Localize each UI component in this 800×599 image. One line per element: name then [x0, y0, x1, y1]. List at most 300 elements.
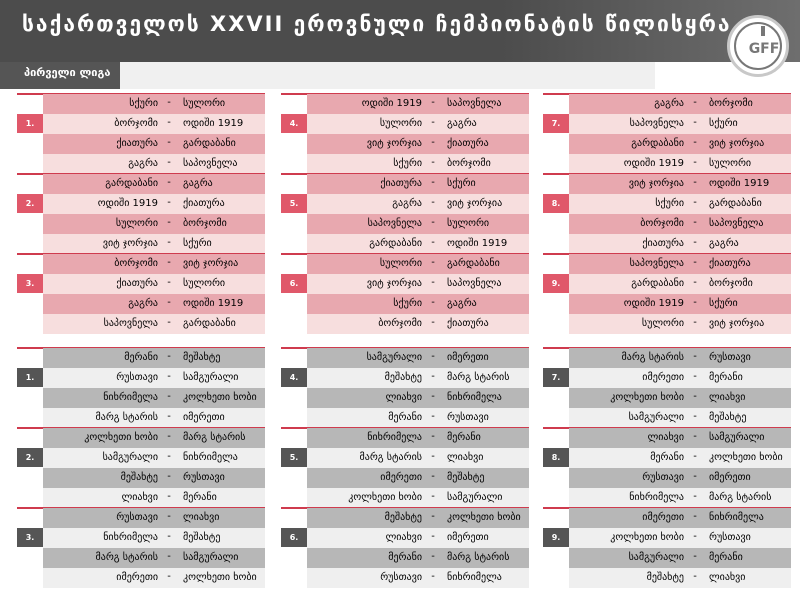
match-row: [43, 94, 265, 114]
home-team: ბორჯომი: [378, 318, 422, 329]
match-separator: -: [167, 451, 171, 462]
home-team: ბორჯომი: [114, 258, 158, 269]
match-row: [569, 408, 791, 428]
match-row: [307, 348, 529, 368]
home-team: ნიხრიმელა: [103, 392, 158, 403]
away-team: მარგ სტარის: [183, 432, 246, 443]
match-row: [307, 234, 529, 254]
match-row: [569, 548, 791, 568]
home-team: ვიტ ჯორჯია: [628, 178, 684, 189]
away-team: იმერეთი: [447, 532, 489, 543]
home-team: გაგრა: [128, 298, 158, 309]
page-title: საქართველოს XXVII ეროვნული ჩემპიონატის წილისყრა: [22, 12, 732, 36]
group_a-round-9: [543, 254, 798, 334]
match-row: [307, 254, 529, 274]
home-team: გარდაბანი: [369, 238, 422, 249]
away-team: სულორი: [447, 218, 490, 229]
match-separator: -: [167, 531, 171, 542]
away-team: რუსთავი: [709, 532, 751, 543]
away-team: საპოვნელა: [447, 98, 502, 109]
match-row: [43, 194, 265, 214]
away-team: ნიხრიმელა: [709, 512, 764, 523]
home-team: საპოვნელა: [367, 218, 422, 229]
away-team: ბორჯომი: [447, 158, 491, 169]
away-team: სამგურალი: [183, 372, 239, 383]
home-team: ლიახვი: [647, 432, 684, 443]
match-separator: -: [693, 351, 697, 362]
match-separator: -: [431, 411, 435, 422]
match-separator: -: [693, 531, 697, 542]
away-team: კოლხეთი ხობი: [709, 452, 783, 463]
away-team: ქიათურა: [447, 318, 489, 329]
match-row: [569, 94, 791, 114]
match-row: [569, 428, 791, 448]
away-team: გაგრა: [447, 118, 477, 129]
match-separator: -: [167, 511, 171, 522]
match-row: [307, 568, 529, 588]
match-row: [307, 388, 529, 408]
round-number: 9.: [543, 528, 569, 547]
round-number: 5.: [281, 448, 307, 467]
group_a-round-6: [281, 254, 536, 334]
away-team: ლიახვი: [447, 452, 484, 463]
match-row: [307, 368, 529, 388]
round-number: 8.: [543, 194, 569, 213]
match-row: [43, 314, 265, 334]
match-separator: -: [693, 97, 697, 108]
away-team: გაგრა: [709, 238, 739, 249]
home-team: რუსთავი: [116, 512, 158, 523]
match-separator: -: [693, 451, 697, 462]
home-team: იმერეთი: [116, 572, 158, 583]
match-row: [43, 368, 265, 388]
match-separator: -: [693, 297, 697, 308]
match-separator: -: [431, 491, 435, 502]
match-separator: -: [693, 137, 697, 148]
home-team: მეშახტე: [384, 512, 422, 523]
match-row: [569, 314, 791, 334]
match-separator: -: [167, 117, 171, 128]
header-bar: [0, 0, 800, 62]
group_a-round-2: [17, 174, 272, 254]
away-team: ნიხრიმელა: [183, 452, 238, 463]
home-team: სულორი: [379, 258, 422, 269]
match-row: [307, 548, 529, 568]
match-row: [307, 488, 529, 508]
match-separator: -: [431, 177, 435, 188]
home-team: რუსთავი: [642, 472, 684, 483]
home-team: მეშახტე: [384, 372, 422, 383]
away-team: სქური: [709, 118, 738, 129]
away-team: ლიახვი: [183, 512, 220, 523]
group_b-round-6: [281, 508, 536, 588]
home-team: ვიტ ჯორჯია: [366, 278, 422, 289]
round-number: 3.: [17, 528, 43, 547]
home-team: ლიახვი: [385, 532, 422, 543]
home-team: ქიათურა: [380, 178, 422, 189]
match-separator: -: [431, 217, 435, 228]
home-team: კოლხეთი ხობი: [610, 392, 684, 403]
logo-ring: [734, 22, 782, 70]
match-row: [569, 488, 791, 508]
match-row: [569, 194, 791, 214]
match-separator: -: [431, 471, 435, 482]
away-team: მარგ სტარის: [447, 552, 510, 563]
home-team: სქური: [129, 98, 158, 109]
match-separator: -: [693, 391, 697, 402]
away-team: საპოვნელა: [709, 218, 764, 229]
group_a-round-4: [281, 94, 536, 174]
round-number: 8.: [543, 448, 569, 467]
group_b-round-3: [17, 508, 272, 588]
away-team: რუსთავი: [709, 352, 751, 363]
match-separator: -: [693, 217, 697, 228]
match-separator: -: [431, 197, 435, 208]
home-team: ნიხრიმელა: [103, 532, 158, 543]
away-team: სულორი: [709, 158, 752, 169]
round-number: 7.: [543, 114, 569, 133]
home-team: გაგრა: [654, 98, 684, 109]
match-separator: -: [693, 371, 697, 382]
match-row: [43, 214, 265, 234]
match-separator: -: [431, 431, 435, 442]
match-row: [307, 114, 529, 134]
match-row: [43, 114, 265, 134]
away-team: მერანი: [447, 432, 481, 443]
match-separator: -: [431, 391, 435, 402]
home-team: მარგ სტარის: [359, 452, 422, 463]
home-team: სამგურალი: [102, 452, 158, 463]
round-number: 6.: [281, 274, 307, 293]
round-number: 5.: [281, 194, 307, 213]
match-separator: -: [167, 157, 171, 168]
match-separator: -: [431, 157, 435, 168]
home-team: საპოვნელა: [629, 258, 684, 269]
match-row: [307, 194, 529, 214]
round-number: 1.: [17, 368, 43, 387]
home-team: ქიათურა: [116, 278, 158, 289]
match-separator: -: [431, 451, 435, 462]
away-team: საპოვნელა: [183, 158, 238, 169]
match-separator: -: [431, 511, 435, 522]
home-team: გაგრა: [128, 158, 158, 169]
away-team: კოლხეთი ხობი: [183, 572, 257, 583]
match-separator: -: [167, 491, 171, 502]
match-separator: -: [167, 391, 171, 402]
away-team: მარგ სტარის: [709, 492, 772, 503]
home-team: ბორჯომი: [640, 218, 684, 229]
match-row: [569, 174, 791, 194]
home-team: მერანი: [388, 412, 422, 423]
group_b-round-1: [17, 348, 272, 428]
match-row: [307, 408, 529, 428]
away-team: რუსთავი: [447, 412, 489, 423]
match-row: [307, 294, 529, 314]
away-team: ქიათურა: [447, 138, 489, 149]
away-team: იმერეთი: [709, 472, 751, 483]
group_b-round-4: [281, 348, 536, 428]
away-team: სამგურალი: [447, 492, 503, 503]
match-separator: -: [431, 277, 435, 288]
match-separator: -: [431, 551, 435, 562]
away-team: ოდიში 1919: [183, 118, 244, 129]
away-team: ვიტ ჯორჯია: [709, 318, 765, 329]
home-team: საპოვნელა: [103, 318, 158, 329]
match-row: [43, 154, 265, 174]
match-row: [43, 508, 265, 528]
match-separator: -: [431, 297, 435, 308]
away-team: რუსთავი: [183, 472, 225, 483]
away-team: გაგრა: [183, 178, 213, 189]
home-team: კოლხეთი ხობი: [610, 532, 684, 543]
group_a-round-1: [17, 94, 272, 174]
away-team: სქური: [183, 238, 212, 249]
away-team: ბორჯომი: [183, 218, 227, 229]
away-team: სამგურალი: [709, 432, 765, 443]
home-team: ოდიში 1919: [361, 98, 422, 109]
match-separator: -: [693, 511, 697, 522]
gff-logo: [727, 15, 789, 77]
home-team: კოლხეთი ხობი: [348, 492, 422, 503]
away-team: მეშახტე: [447, 472, 485, 483]
match-separator: -: [693, 471, 697, 482]
home-team: მარგ სტარის: [621, 352, 684, 363]
match-row: [569, 214, 791, 234]
match-row: [307, 274, 529, 294]
away-team: იმერეთი: [447, 352, 489, 363]
match-row: [569, 528, 791, 548]
match-row: [307, 134, 529, 154]
away-team: მერანი: [183, 492, 217, 503]
away-team: გარდაბანი: [709, 198, 762, 209]
match-row: [307, 508, 529, 528]
round-number: 2.: [17, 194, 43, 213]
match-row: [569, 294, 791, 314]
home-team: ნიხრიმელა: [629, 492, 684, 503]
home-team: რუსთავი: [380, 572, 422, 583]
home-team: იმერეთი: [380, 472, 422, 483]
match-separator: -: [693, 277, 697, 288]
home-team: მერანი: [124, 352, 158, 363]
match-separator: -: [431, 237, 435, 248]
match-row: [569, 154, 791, 174]
away-team: ლიახვი: [709, 572, 746, 583]
home-team: ოდიში 1919: [623, 158, 684, 169]
away-team: მერანი: [709, 552, 743, 563]
away-team: მერანი: [709, 372, 743, 383]
match-separator: -: [431, 371, 435, 382]
match-row: [307, 154, 529, 174]
home-team: ნიხრიმელა: [367, 432, 422, 443]
match-separator: -: [167, 177, 171, 188]
home-team: ქიათურა: [642, 238, 684, 249]
group_a-round-3: [17, 254, 272, 334]
home-team: ვიტ ჯორჯია: [102, 238, 158, 249]
away-team: ლიახვი: [709, 392, 746, 403]
group_a-round-8: [543, 174, 798, 254]
away-team: გარდაბანი: [183, 318, 236, 329]
round-number: 2.: [17, 448, 43, 467]
match-separator: -: [167, 237, 171, 248]
match-separator: -: [167, 471, 171, 482]
match-separator: -: [167, 371, 171, 382]
away-team: ქიათურა: [709, 258, 751, 269]
home-team: სამგურალი: [366, 352, 422, 363]
match-separator: -: [693, 237, 697, 248]
away-team: ოდიში 1919: [183, 298, 244, 309]
match-row: [569, 114, 791, 134]
match-row: [569, 134, 791, 154]
home-team: მეშახტე: [646, 572, 684, 583]
home-team: გარდაბანი: [105, 178, 158, 189]
home-team: იმერეთი: [642, 372, 684, 383]
logo-text: GFF: [748, 41, 780, 57]
match-separator: -: [693, 257, 697, 268]
round-number: 1.: [17, 114, 43, 133]
home-team: მარგ სტარის: [95, 412, 158, 423]
away-team: მეშახტე: [709, 412, 747, 423]
home-team: საპოვნელა: [629, 118, 684, 129]
group_b-round-7: [543, 348, 798, 428]
home-team: სქური: [393, 158, 422, 169]
match-separator: -: [167, 97, 171, 108]
match-row: [569, 348, 791, 368]
round-number: 4.: [281, 114, 307, 133]
home-team: რუსთავი: [116, 372, 158, 383]
match-separator: -: [167, 277, 171, 288]
group_b-round-9: [543, 508, 798, 588]
match-separator: -: [431, 351, 435, 362]
home-team: კოლხეთი ხობი: [84, 432, 158, 443]
match-separator: -: [167, 217, 171, 228]
away-team: კოლხეთი ხობი: [447, 512, 521, 523]
match-row: [569, 568, 791, 588]
match-row: [43, 408, 265, 428]
match-separator: -: [167, 137, 171, 148]
round-number: 4.: [281, 368, 307, 387]
away-team: საპოვნელა: [447, 278, 502, 289]
match-separator: -: [167, 297, 171, 308]
match-separator: -: [167, 571, 171, 582]
match-row: [569, 274, 791, 294]
away-team: ბორჯომი: [709, 98, 753, 109]
group_b-round-2: [17, 428, 272, 508]
logo-cross-icon: [761, 26, 765, 36]
away-team: სქური: [447, 178, 476, 189]
match-separator: -: [431, 117, 435, 128]
away-team: კოლხეთი ხობი: [183, 392, 257, 403]
match-row: [43, 174, 265, 194]
match-row: [43, 348, 265, 368]
round-number: 6.: [281, 528, 307, 547]
away-team: ოდიში 1919: [447, 238, 508, 249]
home-team: ოდიში 1919: [623, 298, 684, 309]
home-team: სულორი: [641, 318, 684, 329]
match-row: [569, 388, 791, 408]
match-row: [43, 568, 265, 588]
match-separator: -: [693, 177, 697, 188]
match-separator: -: [167, 431, 171, 442]
home-team: ლიახვი: [121, 492, 158, 503]
match-row: [569, 468, 791, 488]
group_b-round-5: [281, 428, 536, 508]
match-separator: -: [431, 137, 435, 148]
match-separator: -: [167, 351, 171, 362]
match-row: [43, 274, 265, 294]
match-row: [43, 548, 265, 568]
match-separator: -: [693, 317, 697, 328]
match-separator: -: [693, 551, 697, 562]
match-row: [569, 234, 791, 254]
match-row: [569, 448, 791, 468]
match-separator: -: [431, 97, 435, 108]
home-team: სამგურალი: [628, 412, 684, 423]
match-row: [43, 294, 265, 314]
away-team: ბორჯომი: [709, 278, 753, 289]
home-team: ვიტ ჯორჯია: [366, 138, 422, 149]
round-number: 7.: [543, 368, 569, 387]
match-separator: -: [167, 551, 171, 562]
round-number: 3.: [17, 274, 43, 293]
match-separator: -: [693, 117, 697, 128]
home-team: გარდაბანი: [631, 138, 684, 149]
match-row: [43, 528, 265, 548]
home-team: სულორი: [115, 218, 158, 229]
match-row: [569, 254, 791, 274]
home-team: ლიახვი: [385, 392, 422, 403]
away-team: სულორი: [183, 278, 226, 289]
away-team: სულორი: [183, 98, 226, 109]
match-row: [43, 488, 265, 508]
subtitle-label: პირველი ლიგა: [24, 66, 111, 79]
away-team: ვიტ ჯორჯია: [183, 258, 239, 269]
home-team: სამგურალი: [628, 552, 684, 563]
match-separator: -: [693, 431, 697, 442]
away-team: გაგრა: [447, 298, 477, 309]
match-row: [307, 428, 529, 448]
match-separator: -: [693, 197, 697, 208]
home-team: გაგრა: [392, 198, 422, 209]
away-team: მარგ სტარის: [447, 372, 510, 383]
match-row: [43, 254, 265, 274]
home-team: სქური: [393, 298, 422, 309]
home-team: მეშახტე: [120, 472, 158, 483]
match-row: [43, 428, 265, 448]
home-team: მერანი: [388, 552, 422, 563]
round-number: 9.: [543, 274, 569, 293]
home-team: მერანი: [650, 452, 684, 463]
match-row: [307, 94, 529, 114]
match-row: [43, 448, 265, 468]
home-team: მარგ სტარის: [95, 552, 158, 563]
away-team: სქური: [709, 298, 738, 309]
home-team: ოდიში 1919: [97, 198, 158, 209]
match-separator: -: [167, 317, 171, 328]
away-team: ოდიში 1919: [709, 178, 770, 189]
match-separator: -: [431, 257, 435, 268]
match-separator: -: [431, 531, 435, 542]
away-team: სამგურალი: [183, 552, 239, 563]
group_b-round-8: [543, 428, 798, 508]
home-team: სულორი: [379, 118, 422, 129]
away-team: ქიათურა: [183, 198, 225, 209]
away-team: გარდაბანი: [447, 258, 500, 269]
match-row: [307, 214, 529, 234]
away-team: გარდაბანი: [183, 138, 236, 149]
match-separator: -: [431, 317, 435, 328]
match-separator: -: [693, 411, 697, 422]
match-separator: -: [167, 411, 171, 422]
